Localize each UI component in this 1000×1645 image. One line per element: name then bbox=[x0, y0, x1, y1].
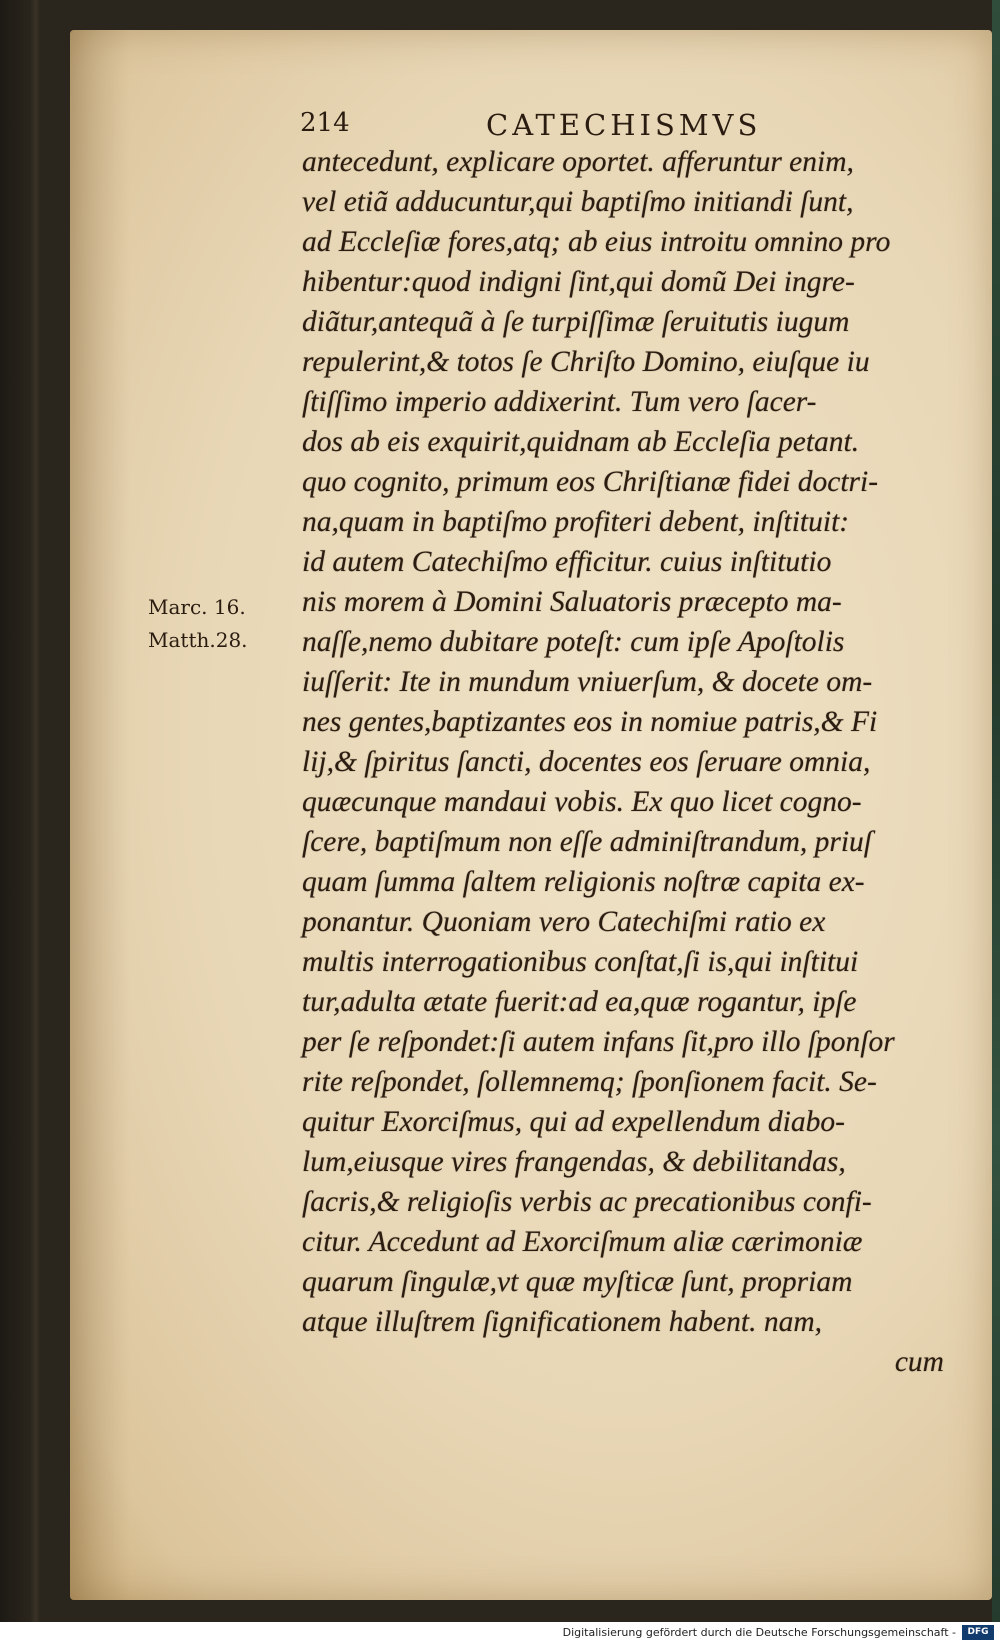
text-line: ponantur. Quoniam vero Catechiſmi ratio ex bbox=[302, 906, 826, 938]
text-line: per ſe reſpondet:ſi autem infans ſit,pro illo ſponſor bbox=[302, 1026, 895, 1058]
text-line: diãtur,antequã à ſe turpiſſimæ ſeruitutis iugum bbox=[302, 306, 850, 338]
text-line: na,quam in baptiſmo profiteri debent, inſtituit: bbox=[302, 506, 850, 538]
text-line: id autem Catechiſmo efficitur. cuius inſtitutio bbox=[302, 546, 832, 578]
text-line: rite reſpondet, ſollemnemq; ſponſionem facit. Se- bbox=[302, 1066, 877, 1098]
book-binding bbox=[992, 0, 1000, 1622]
text-line: quæcunque mandaui vobis. Ex quo licet cogno- bbox=[302, 786, 862, 818]
page-number: 214 bbox=[300, 108, 350, 138]
running-title: CATECHISMVS bbox=[486, 108, 762, 142]
text-line: ſtiſſimo imperio addixerint. Tum vero ſacer- bbox=[302, 386, 817, 418]
text-line: ſcere, baptiſmum non eſſe adminiſtrandum, priuſ bbox=[302, 826, 873, 858]
text-line: quo cognito, primum eos Chriſtianæ fidei doctri- bbox=[302, 466, 879, 498]
running-head bbox=[300, 108, 860, 144]
funding-credit: Digitalisierung gefördert durch die Deutsche Forschungsgemeinschaft - bbox=[562, 1626, 956, 1639]
marginal-note: Marc. 16. bbox=[148, 595, 246, 619]
text-line: ad Eccleſiæ fores,atq; ab eius introitu omnino pro bbox=[302, 226, 891, 258]
text-line: tur,adulta ætate fuerit:ad ea,quæ rogantur, ipſe bbox=[302, 986, 857, 1018]
text-line: quam ſumma ſaltem religionis noſtræ capita ex- bbox=[302, 866, 865, 898]
text-line: ſacris,& religioſis verbis ac precationibus confi- bbox=[302, 1186, 872, 1218]
marginal-note: Matth.28. bbox=[148, 628, 248, 652]
text-line: quitur Exorciſmus, qui ad expellendum diabo- bbox=[302, 1106, 845, 1138]
body-text bbox=[302, 142, 944, 1382]
text-line: atque illuſtrem ſignificationem habent. nam, bbox=[302, 1306, 823, 1338]
text-line: naſſe,nemo dubitare poteſt: cum ipſe Apoſtolis bbox=[302, 626, 845, 658]
text-line: nis morem à Domini Saluatoris præcepto ma- bbox=[302, 586, 842, 618]
page-edge-stain bbox=[70, 30, 130, 1600]
book-page bbox=[70, 30, 992, 1600]
text-line: antecedunt, explicare oportet. afferuntur enim, bbox=[302, 146, 854, 178]
text-line: multis interrogationibus conſtat,ſi is,qui inſtitui bbox=[302, 946, 859, 978]
text-line: vel etiã adducuntur,qui baptiſmo initiandi ſunt, bbox=[302, 186, 854, 218]
text-line: repulerint,& totos ſe Chriſto Domino, eiuſque iu bbox=[302, 346, 870, 378]
text-line: dos ab eis exquirit,quidnam ab Eccleſia petant. bbox=[302, 426, 860, 458]
text-line: hibentur:quod indigni ſint,qui domũ Dei ingre- bbox=[302, 266, 855, 298]
text-line: iuſſerit: Ite in mundum vniuerſum, & docete om- bbox=[302, 666, 873, 698]
text-line: lij,& ſpiritus ſancti, docentes eos ſeruare omnia, bbox=[302, 746, 871, 778]
text-line: citur. Accedunt ad Exorciſmum aliæ cærimoniæ bbox=[302, 1226, 863, 1258]
text-line: quarum ſingulæ,vt quæ myſticæ ſunt, propriam bbox=[302, 1266, 853, 1298]
dfg-logo-icon: DFG bbox=[962, 1625, 994, 1640]
text-line: lum,eiusque vires frangendas, & debilitandas, bbox=[302, 1146, 846, 1178]
catchword: cum bbox=[894, 1346, 944, 1378]
text-line: nes gentes,baptizantes eos in nomiue patris,& Fi bbox=[302, 706, 878, 738]
digitization-footer bbox=[0, 1622, 1000, 1645]
